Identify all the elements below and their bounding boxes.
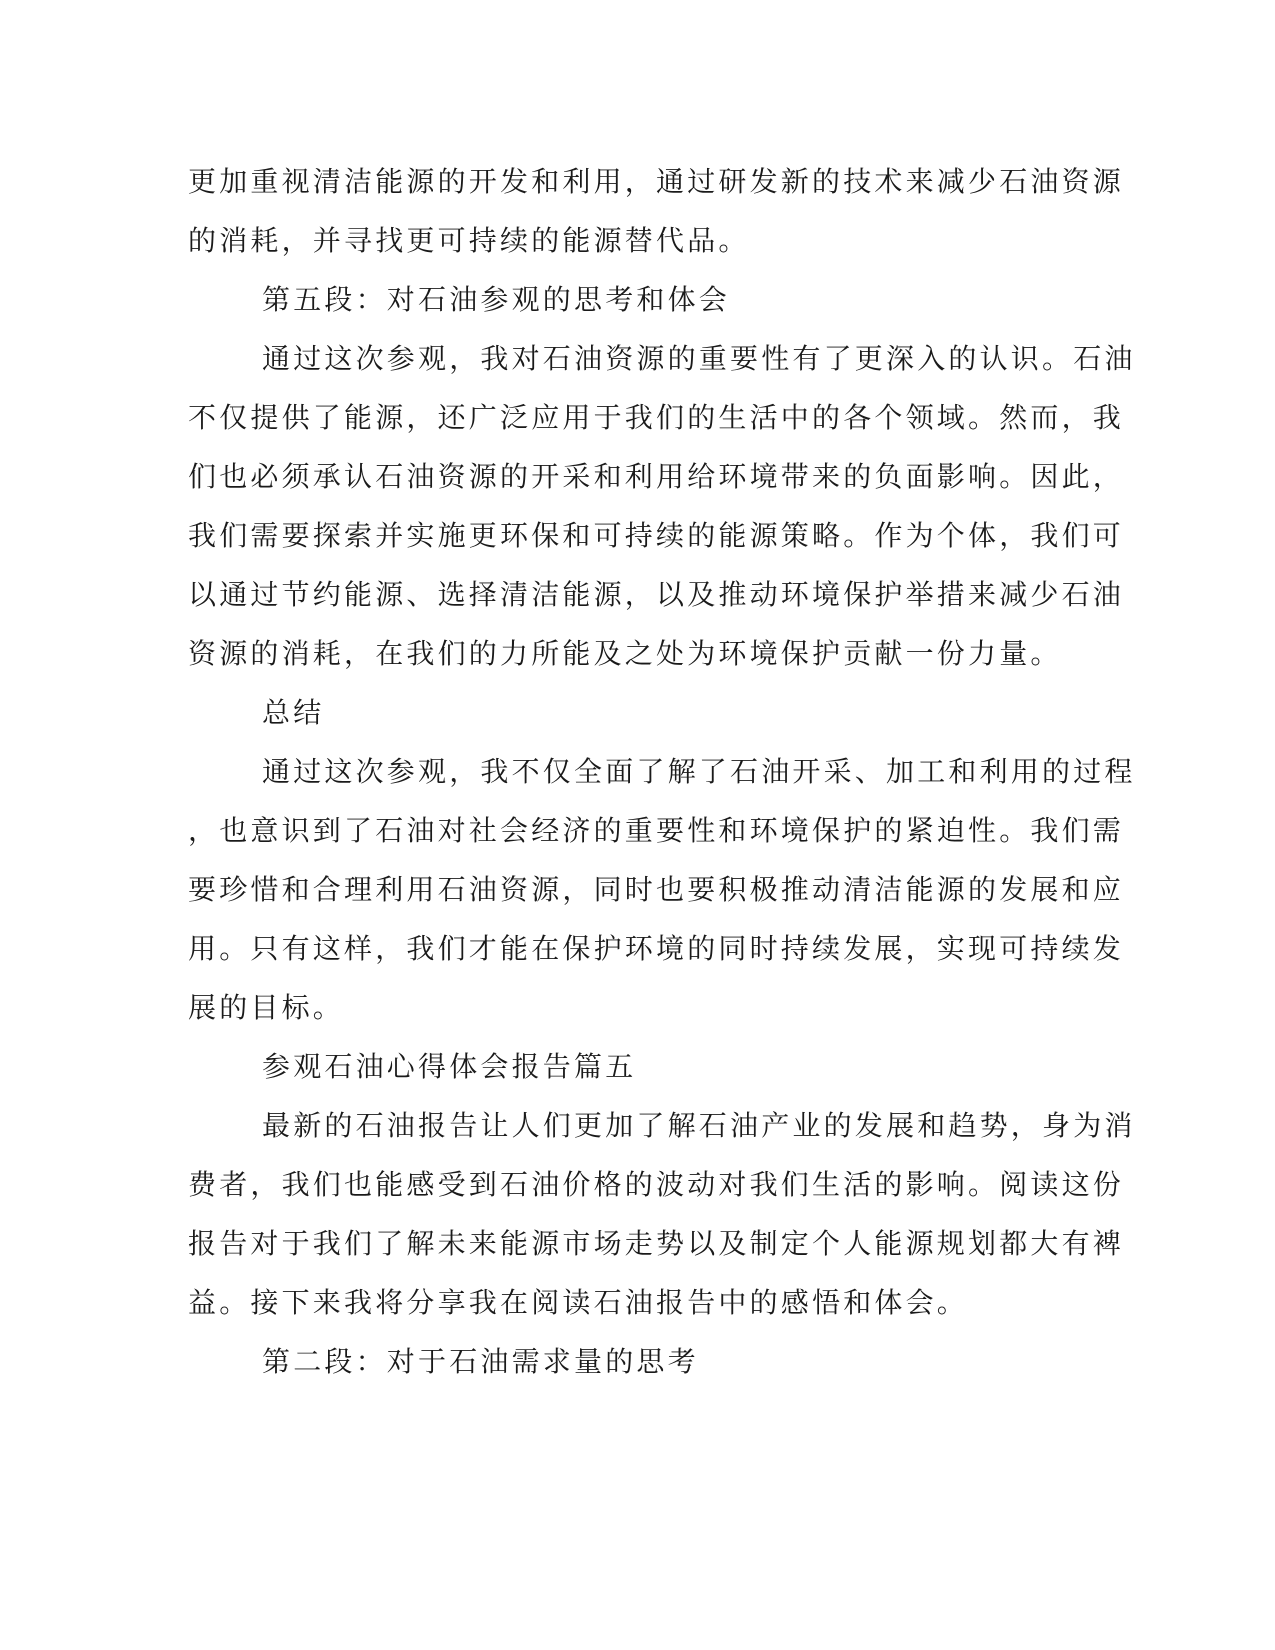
text-line: 最新的石油报告让人们更加了解石油产业的发展和趋势，身为消 bbox=[262, 1109, 1136, 1142]
text-line: 更加重视清洁能源的开发和利用，通过研发新的技术来减少石油资源 bbox=[188, 165, 1125, 198]
text-line: 通过这次参观，我对石油资源的重要性有了更深入的认识。石油 bbox=[262, 342, 1136, 375]
text-line: 通过这次参观，我不仅全面了解了石油开采、加工和利用的过程 bbox=[262, 755, 1136, 788]
text-line: 要珍惜和合理利用石油资源，同时也要积极推动清洁能源的发展和应 bbox=[188, 873, 1125, 906]
text-line: 以通过节约能源、选择清洁能源，以及推动环境保护举措来减少石油 bbox=[188, 578, 1125, 611]
section-heading: 参观石油心得体会报告篇五 bbox=[262, 1050, 637, 1083]
section-heading: 总结 bbox=[262, 696, 325, 729]
section-heading: 第二段：对于石油需求量的思考 bbox=[262, 1345, 699, 1378]
section-heading: 第五段：对石油参观的思考和体会 bbox=[262, 283, 731, 316]
text-line: 费者，我们也能感受到石油价格的波动对我们生活的影响。阅读这份 bbox=[188, 1168, 1125, 1201]
text-line: 报告对于我们了解未来能源市场走势以及制定个人能源规划都大有裨 bbox=[188, 1227, 1125, 1260]
text-line: ，也意识到了石油对社会经济的重要性和环境保护的紧迫性。我们需 bbox=[188, 814, 1125, 847]
text-line: 我们需要探索并实施更环保和可持续的能源策略。作为个体，我们可 bbox=[188, 519, 1125, 552]
text-line: 们也必须承认石油资源的开采和利用给环境带来的负面影响。因此， bbox=[188, 460, 1125, 493]
text-line: 益。接下来我将分享我在阅读石油报告中的感悟和体会。 bbox=[188, 1286, 969, 1319]
text-line: 展的目标。 bbox=[188, 991, 345, 1024]
text-line: 的消耗，并寻找更可持续的能源替代品。 bbox=[188, 224, 750, 257]
text-line: 不仅提供了能源，还广泛应用于我们的生活中的各个领域。然而，我 bbox=[188, 401, 1125, 434]
text-line: 用。只有这样，我们才能在保护环境的同时持续发展，实现可持续发 bbox=[188, 932, 1125, 965]
text-line: 资源的消耗，在我们的力所能及之处为环境保护贡献一份力量。 bbox=[188, 637, 1062, 670]
